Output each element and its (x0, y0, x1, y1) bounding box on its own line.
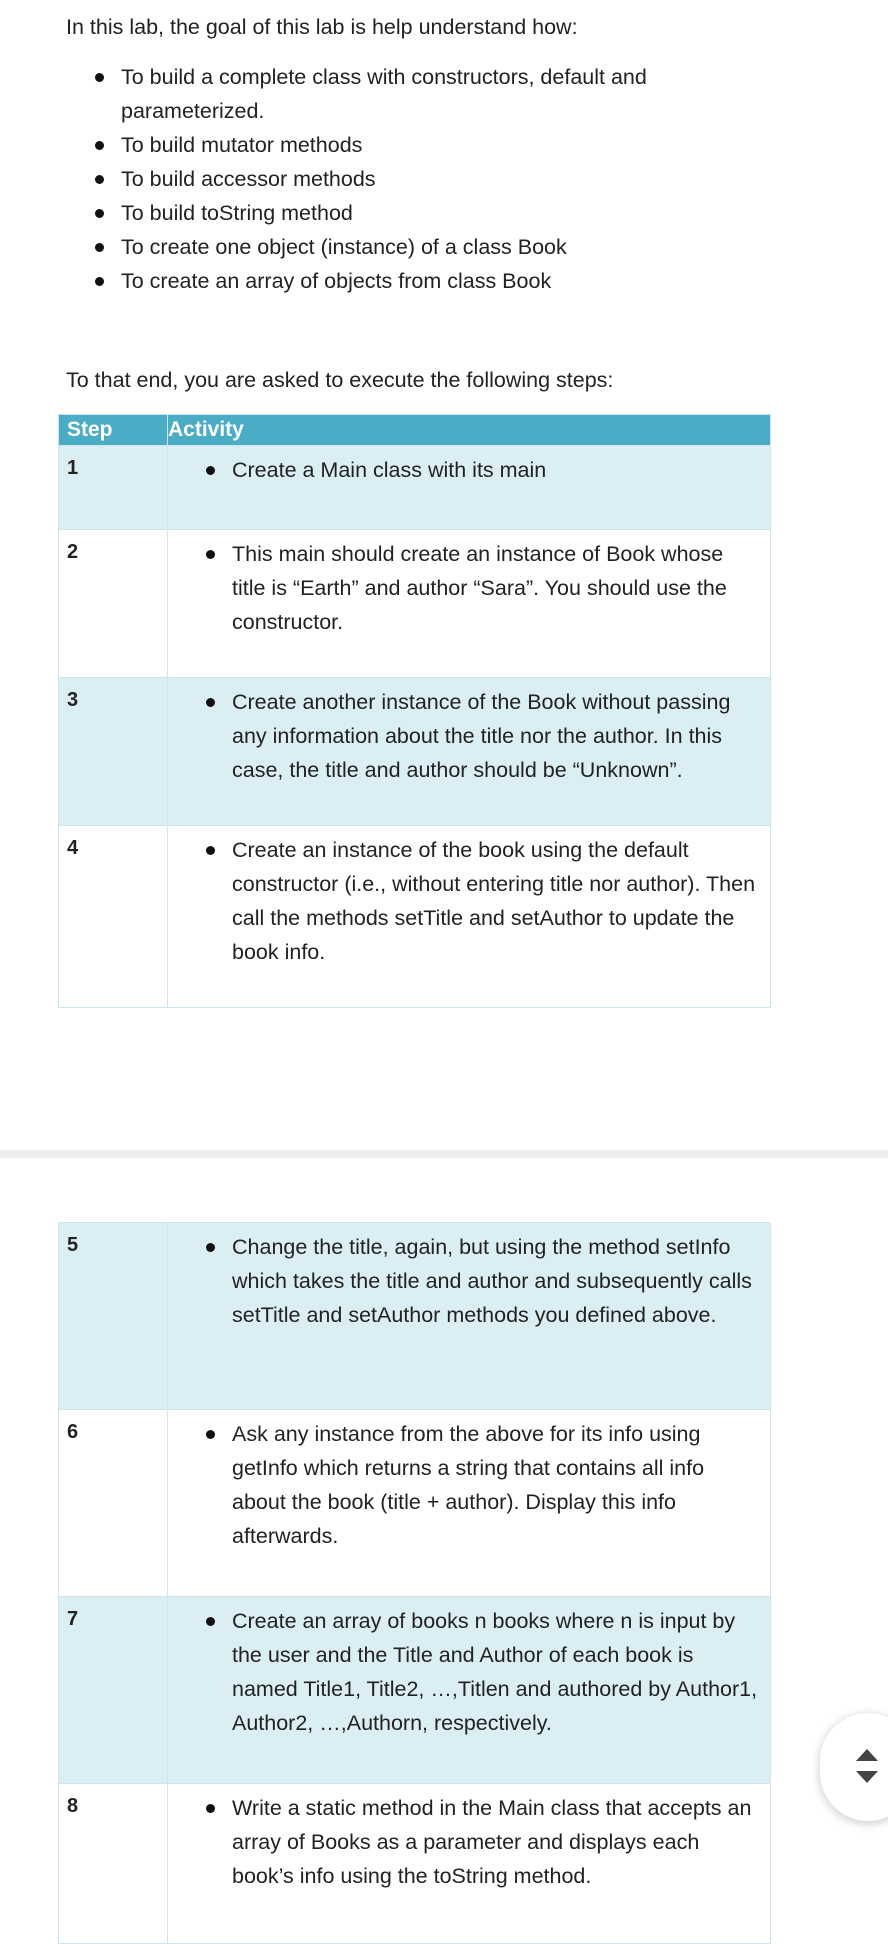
goal-item: To create one object (instance) of a class Book (95, 230, 735, 264)
steps-intro-text: To that end, you are asked to execute the following steps: (66, 368, 614, 392)
step-number: 1 (59, 446, 168, 530)
table-row (59, 530, 771, 678)
bullet-icon (206, 1430, 215, 1439)
bullet-icon (206, 1617, 215, 1626)
scroll-up-icon[interactable] (856, 1749, 878, 1761)
step-number: 3 (59, 678, 168, 826)
steps-table (58, 414, 771, 1008)
activity-text: Create an array of books n books where n is input by the user and the Title and Author of each book is named Title1, Title2, …,Titlen and authored by Author1, Author2, …,Authorn, respectively. (232, 1609, 758, 1735)
activity-text: Create another instance of the Book without passing any information about the title nor the author. In this case, the title and author should be “Unknown”. (232, 690, 731, 782)
goal-item: To build accessor methods (95, 162, 735, 196)
activity-text: This main should create an instance of Book whose title is “Earth” and author “Sara”. You should use the constructor. (232, 542, 727, 634)
table-row (59, 826, 771, 1008)
bullet-icon (206, 698, 215, 707)
activity-text: Ask any instance from the above for its info using getInfo which returns a string that contains all info about the book (title + author). Display this info afterwards. (232, 1422, 705, 1548)
table-row (59, 446, 771, 530)
activity-text: Write a static method in the Main class that accepts an array of Books as a parameter and displays each book’s info using the toString method. (232, 1796, 752, 1888)
table-row (59, 678, 771, 826)
activity-cell (168, 446, 771, 530)
bullet-icon (206, 1804, 215, 1813)
table-row (59, 1223, 771, 1410)
goals-list (95, 60, 735, 298)
page-separator (0, 1150, 888, 1158)
header-activity: Activity (168, 415, 771, 446)
activity-text: Create an instance of the book using the default constructor (i.e., without entering title nor author). Then call the methods setTitle and setAuthor to update the book info. (232, 838, 756, 964)
table-row (59, 1597, 771, 1784)
activity-cell (168, 1410, 771, 1597)
bullet-icon (206, 550, 215, 559)
activity-cell (168, 1597, 771, 1784)
intro-text: In this lab, the goal of this lab is help understand how: (66, 15, 578, 39)
activity-cell (168, 826, 771, 1008)
bullet-icon (206, 846, 215, 855)
step-number: 8 (59, 1784, 168, 1944)
document-page-2 (0, 1158, 888, 1920)
activity-cell (168, 530, 771, 678)
activity-cell (168, 678, 771, 826)
bullet-icon (206, 466, 215, 475)
bullet-icon (206, 1243, 215, 1252)
step-number: 4 (59, 826, 168, 1008)
table-header-row (59, 415, 771, 446)
steps-table-continued (58, 1222, 771, 1944)
step-number: 2 (59, 530, 168, 678)
goal-item: To build toString method (95, 196, 735, 230)
scroll-down-icon[interactable] (856, 1771, 878, 1783)
activity-text: Change the title, again, but using the method setInfo which takes the title and author and subsequently calls setTitle and setAuthor methods you defined above. (232, 1235, 752, 1327)
goal-item: To build a complete class with constructors, default and parameterized. (95, 60, 735, 128)
step-number: 6 (59, 1410, 168, 1597)
goal-item: To create an array of objects from class Book (95, 264, 735, 298)
goal-item: To build mutator methods (95, 128, 735, 162)
activity-cell (168, 1223, 771, 1410)
activity-text: Create a Main class with its main (232, 458, 547, 482)
step-number: 7 (59, 1597, 168, 1784)
step-number: 5 (59, 1223, 168, 1410)
table-row (59, 1410, 771, 1597)
header-step: Step (59, 415, 168, 446)
